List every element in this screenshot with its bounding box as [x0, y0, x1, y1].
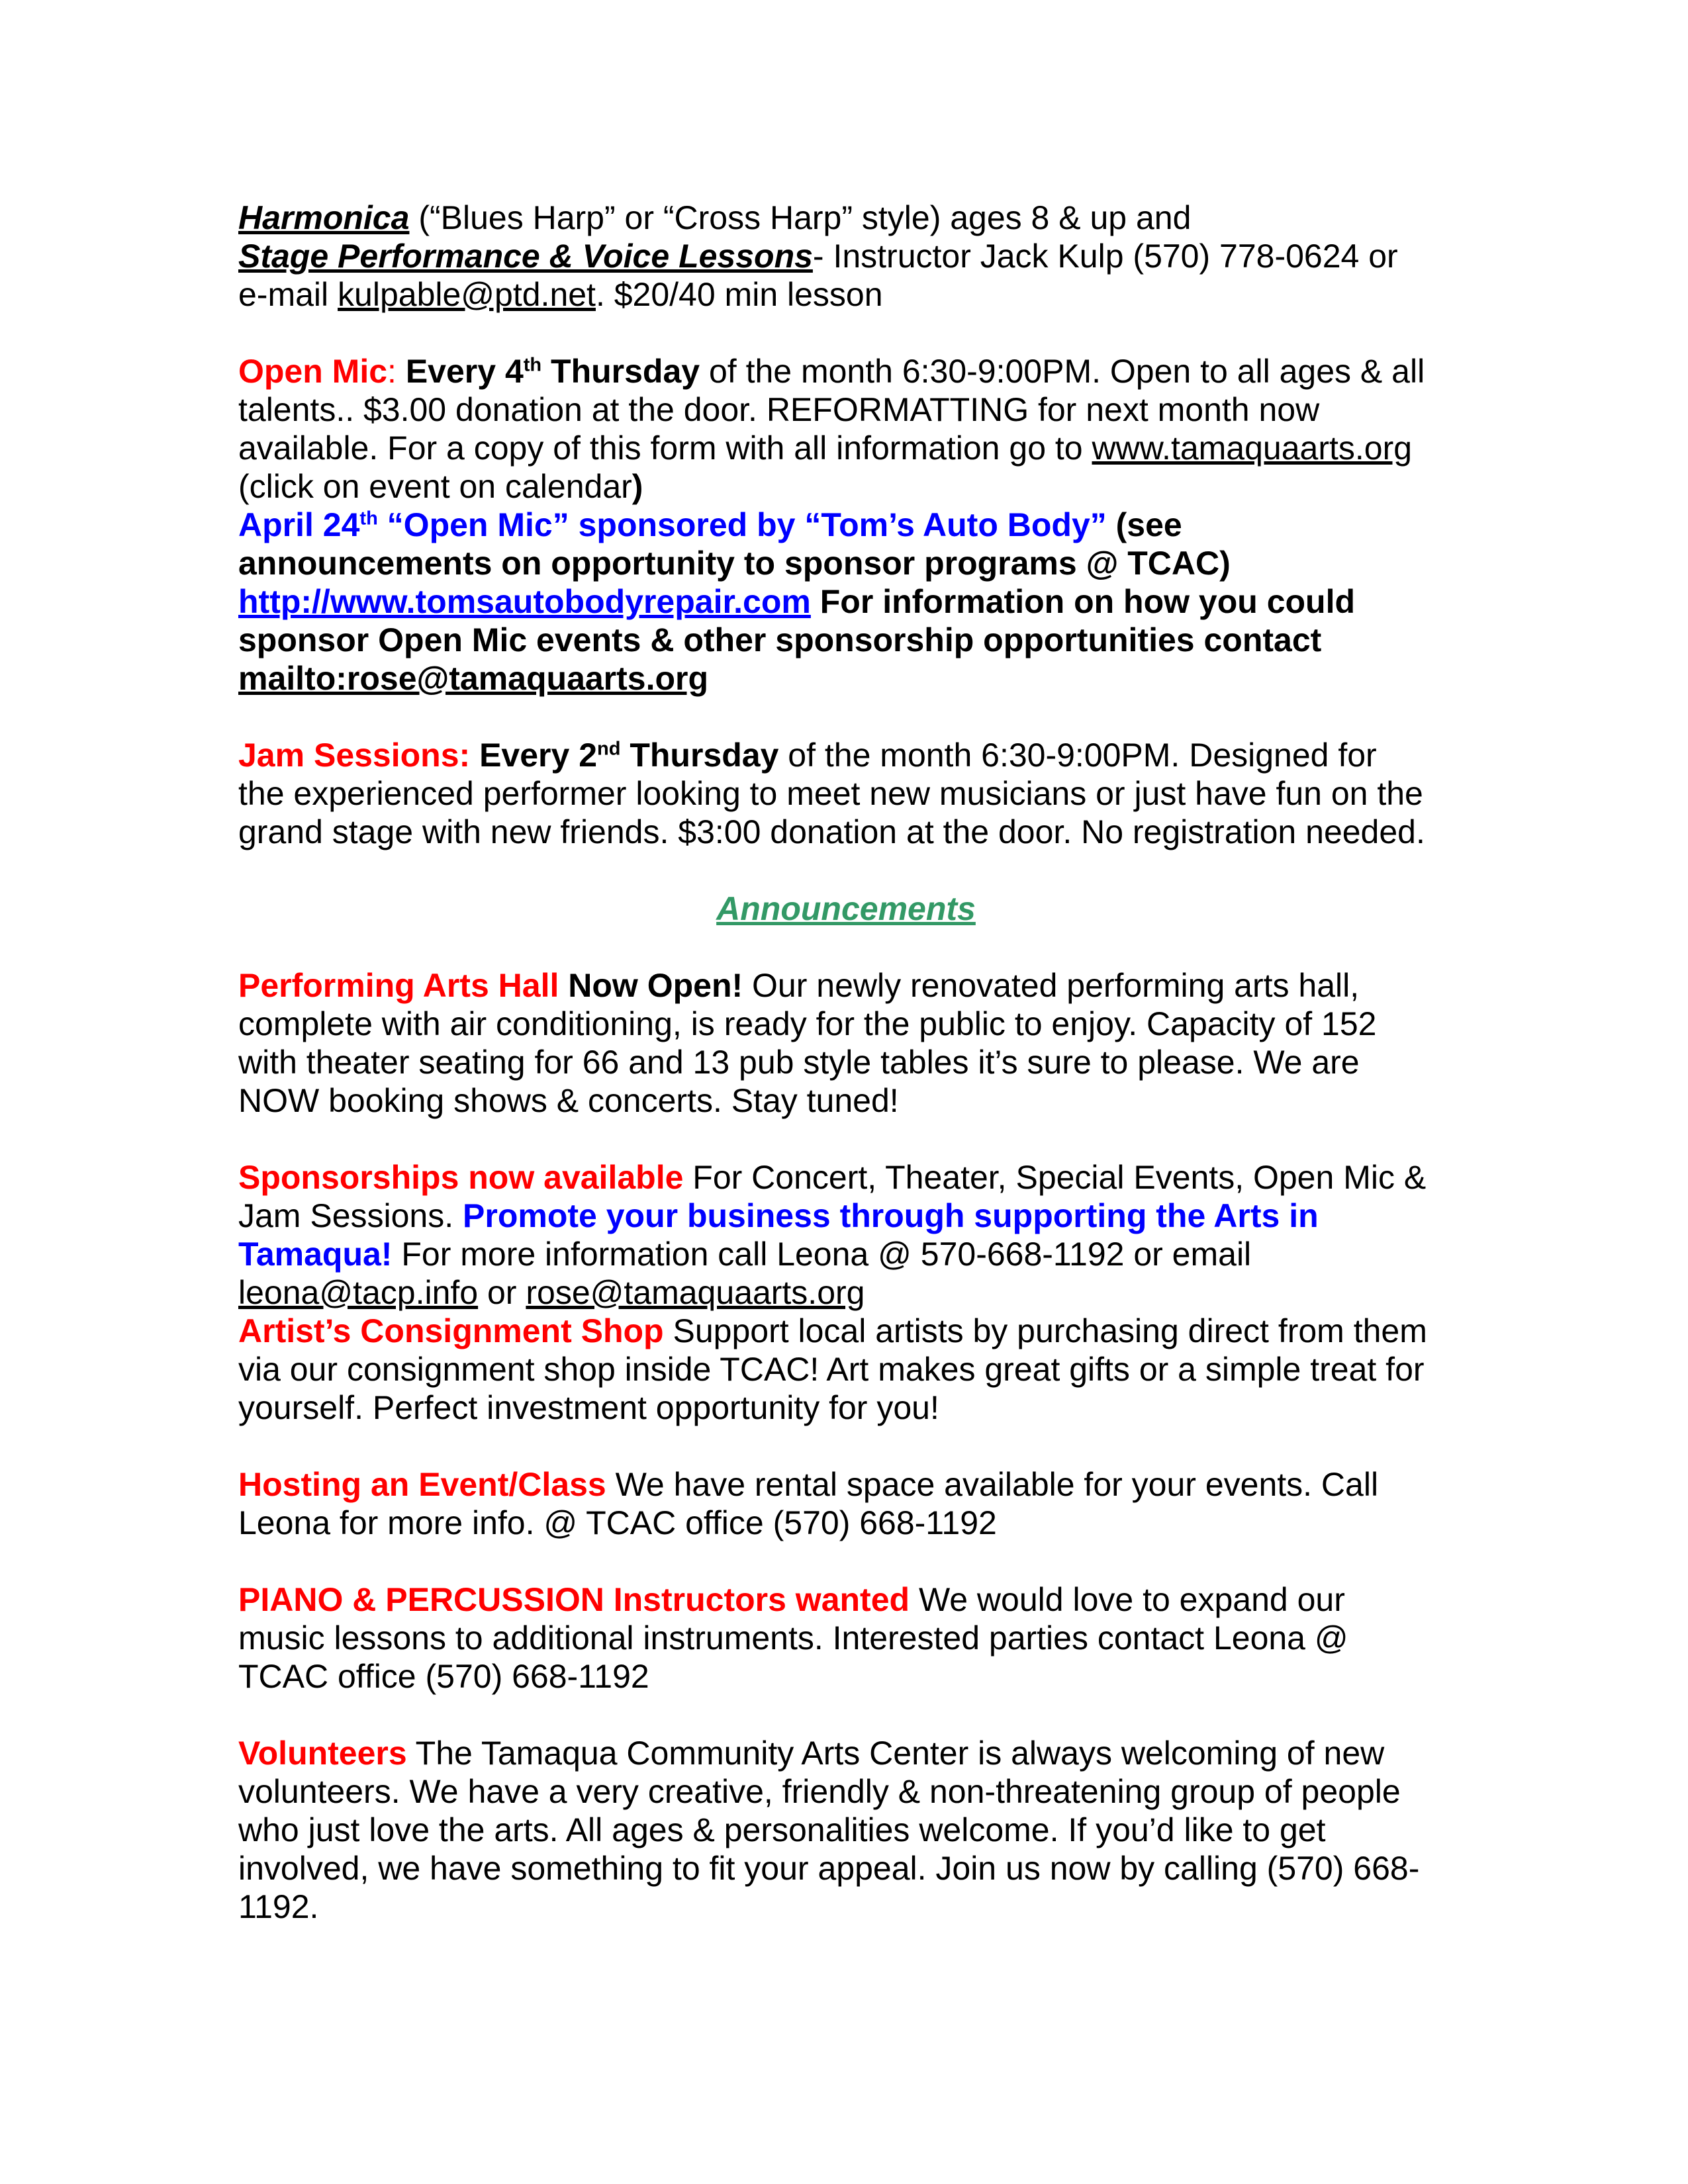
- text-run: Jam Sessions.: [238, 1197, 463, 1234]
- text-run: Jam Sessions:: [238, 737, 471, 774]
- text-line: [238, 1465, 1454, 1504]
- text-line: [238, 1580, 1454, 1619]
- text-line: [238, 1235, 1454, 1273]
- text-run: e-mail: [238, 276, 338, 313]
- text-line: [238, 1772, 1454, 1811]
- text-line: [238, 1005, 1454, 1043]
- text-line: [238, 1888, 1454, 1926]
- text-run: For Concert, Theater, Special Events, Open Mic &: [683, 1159, 1427, 1196]
- text-run: April 24: [238, 506, 360, 543]
- text-line: [238, 1388, 1454, 1427]
- para-volunteers: [238, 1734, 1454, 1926]
- text-run: (click on event on calendar: [238, 468, 632, 505]
- para-piano-percussion: [238, 1580, 1454, 1696]
- text-run: grand stage with new friends. $3:00 donation at the door. No registration needed.: [238, 813, 1425, 850]
- link-leona-email[interactable]: leona@tacp.info: [238, 1274, 479, 1311]
- text-run: Tamaqua!: [238, 1236, 393, 1273]
- para-sponsorships-consignment: [238, 1158, 1454, 1427]
- text-line: [238, 544, 1454, 582]
- text-run: For more information call Leona @ 570-668-1192 or email: [392, 1236, 1252, 1273]
- text-run: Volunteers: [238, 1735, 407, 1772]
- text-line: [238, 1081, 1454, 1120]
- text-line: [238, 736, 1454, 774]
- para-hosting-event: [238, 1465, 1454, 1542]
- text-run: Now Open!: [568, 967, 743, 1004]
- text-run: complete with air conditioning, is ready for the public to enjoy. Capacity of 152: [238, 1005, 1377, 1042]
- text-line: [238, 390, 1454, 429]
- text-run: music lessons to additional instruments. Interested parties contact Leona @: [238, 1619, 1348, 1657]
- text-line: [238, 237, 1454, 275]
- text-run: [559, 967, 568, 1004]
- link-tamaquaarts[interactable]: www.tamaquaarts.org: [1092, 430, 1413, 467]
- text-run: sponsor Open Mic events & other sponsorship opportunities contact: [238, 621, 1322, 659]
- text-run: NOW booking shows & concerts. Stay tuned!: [238, 1082, 899, 1119]
- link-tomsautobody[interactable]: http://www.tomsautobodyrepair.com: [238, 583, 811, 620]
- link-rose-email[interactable]: rose@tamaquaarts.org: [526, 1274, 865, 1311]
- text-line: [238, 1504, 1454, 1542]
- text-run: of the month 6:30-9:00PM. Designed for: [778, 737, 1377, 774]
- text-run: volunteers. We have a very creative, friendly & non-threatening group of people: [238, 1773, 1401, 1810]
- text-run: Our newly renovated performing arts hall,: [743, 967, 1360, 1004]
- text-run: th: [523, 354, 542, 376]
- text-run: For information on how you could: [810, 583, 1356, 620]
- text-run: Hosting an Event/Class: [238, 1466, 606, 1503]
- text-run: Support local artists by purchasing direct from them: [663, 1312, 1427, 1349]
- text-line: [238, 582, 1454, 621]
- para-jam-sessions: [238, 736, 1454, 851]
- text-run: or: [478, 1274, 526, 1311]
- text-line: [238, 889, 1454, 928]
- text-run: TCAC office (570) 668-1192: [238, 1658, 649, 1695]
- heading-announcements: [238, 889, 1454, 928]
- text-run: The Tamaqua Community Arts Center is always welcoming of new: [406, 1735, 1385, 1772]
- text-line: [238, 1273, 1454, 1312]
- text-run: nd: [597, 738, 621, 760]
- text-run: involved, we have something to fit your appeal. Join us now by calling (570) 668-: [238, 1850, 1420, 1887]
- text-line: [238, 966, 1454, 1005]
- text-line: [238, 429, 1454, 467]
- para-performing-arts-hall: [238, 966, 1454, 1120]
- text-run: yourself. Perfect investment opportunity for you!: [238, 1389, 939, 1426]
- text-line: [238, 1734, 1454, 1772]
- text-line: [238, 199, 1454, 237]
- text-line: [238, 275, 1454, 314]
- text-run: . $20/40 min lesson: [595, 276, 883, 313]
- text-run: Thursday: [620, 737, 779, 774]
- text-run: Performing Arts Hall: [238, 967, 559, 1004]
- text-line: [238, 621, 1454, 659]
- text-run: ): [632, 468, 643, 505]
- text-run: Sponsorships now available: [238, 1159, 684, 1196]
- text-line: [238, 1312, 1454, 1350]
- text-line: [238, 659, 1454, 698]
- text-line: [238, 1350, 1454, 1388]
- text-run: th: [359, 508, 378, 529]
- text-run: Announcements: [716, 890, 976, 927]
- text-line: [238, 1811, 1454, 1849]
- text-run: Stage Performance & Voice Lessons: [238, 238, 813, 275]
- text-run: (“Blues Harp” or “Cross Harp” style) ages 8 & up and: [409, 199, 1192, 236]
- text-run: announcements on opportunity to sponsor programs @ TCAC): [238, 545, 1231, 582]
- text-run: :: [387, 353, 406, 390]
- text-run: the experienced performer looking to meet new musicians or just have fun on the: [238, 775, 1423, 812]
- text-run: Open Mic: [238, 353, 388, 390]
- link-kulpable-email[interactable]: kulpable@ptd.net: [338, 276, 596, 313]
- text-line: [238, 774, 1454, 813]
- text-line: [238, 352, 1454, 390]
- para-music-lessons: [238, 199, 1454, 314]
- text-line: [238, 813, 1454, 851]
- text-line: [238, 1158, 1454, 1197]
- text-run: Thursday: [541, 353, 700, 390]
- text-run: Every 4: [405, 353, 524, 390]
- text-run: - Instructor Jack Kulp (570) 778-0624 or: [812, 238, 1398, 275]
- text-run: with theater seating for 66 and 13 pub style tables it’s sure to please. We are: [238, 1044, 1360, 1081]
- text-run: [470, 737, 479, 774]
- text-line: [238, 467, 1454, 506]
- text-line: [238, 1197, 1454, 1235]
- link-mailto-rose[interactable]: mailto:rose@tamaquaarts.org: [238, 660, 709, 697]
- text-line: [238, 1619, 1454, 1657]
- text-run: PIANO & PERCUSSION Instructors wanted: [238, 1581, 910, 1618]
- document-body: [238, 199, 1454, 1964]
- text-run: Harmonica: [238, 199, 410, 236]
- text-run: “Open Mic” sponsored by “Tom’s Auto Body”: [377, 506, 1107, 543]
- text-run: (see: [1106, 506, 1182, 543]
- text-run: Promote your business through supporting the Arts in: [463, 1197, 1319, 1234]
- text-run: available. For a copy of this form with all information go to: [238, 430, 1092, 467]
- text-line: [238, 506, 1454, 544]
- text-run: talents.. $3.00 donation at the door. REFORMATTING for next month now: [238, 391, 1320, 428]
- text-line: [238, 1849, 1454, 1888]
- para-open-mic: [238, 352, 1454, 698]
- text-line: [238, 1657, 1454, 1696]
- text-run: Artist’s Consignment Shop: [238, 1312, 664, 1349]
- text-run: who just love the arts. All ages & personalities welcome. If you’d like to get: [238, 1811, 1326, 1848]
- text-run: 1192.: [238, 1888, 319, 1925]
- text-line: [238, 1043, 1454, 1081]
- text-run: We would love to expand our: [910, 1581, 1345, 1618]
- text-run: via our consignment shop inside TCAC! Art makes great gifts or a simple treat for: [238, 1351, 1425, 1388]
- text-run: We have rental space available for your events. Call: [606, 1466, 1379, 1503]
- text-run: Every 2: [479, 737, 598, 774]
- text-run: Leona for more info. @ TCAC office (570) 668-1192: [238, 1504, 997, 1541]
- text-run: of the month 6:30-9:00PM. Open to all ages & all: [700, 353, 1425, 390]
